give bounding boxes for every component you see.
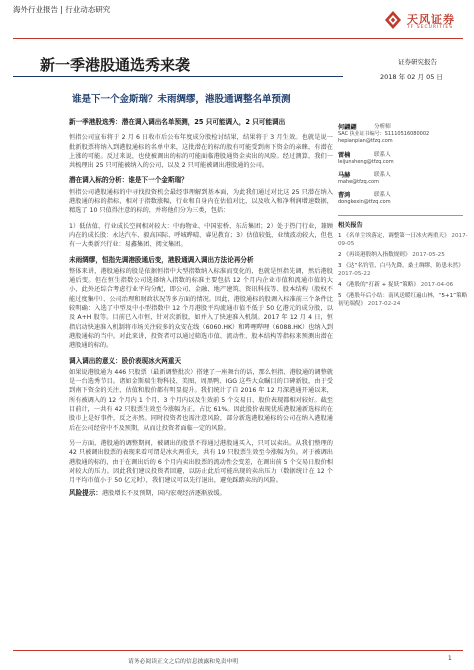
- section-heading: 潜在调入标的分析：谁是下一个金斯瑞？: [69, 176, 188, 185]
- logo-subtext: TF SECURITIES: [407, 25, 454, 30]
- analyst-role: 联系人: [374, 152, 391, 158]
- analyst-cert: SAC 执业证书编号：S1110516080002: [338, 131, 430, 137]
- body-paragraph: 恒指公司宣布将于 2 月 6 日收市后公布年度成分股检讨结果，结果将于 3 月生效。也就是说一批新股票将纳入到港股通标的名单中来，这批潜在的标的股有可能受到南下资金的亲睐，有潜在上涨的可能。反过来说，也使被调出的标的可能面临港股通资金卖出的风险。经过测算，我们一共梳理出 25 只可能被纳入的公司，以及 2 只可能被调出港股通的公司。: [69, 134, 333, 170]
- risk-label: 风险提示：: [69, 489, 102, 498]
- related-title: 相关报告: [338, 222, 363, 229]
- analyst-entry: [338, 150, 468, 166]
- body-paragraph: 另一方面，港股通的调整期间，被调出的股票不得通过港股通买入，只可以卖出。从我们整理的 42 只被调出股票的表现来看可谓是冰火两重天，共有 19 只股票生效至今涨幅为负。对于被调出港股通的标的，由于在调出后的 6 个月内卖出股票的流动性会变差，在调出前 5 个交易日股价相对较大的压力。因此我们建议投资者回避，以防止此后可能出现的卖出压力（数据统计在 12 个月平均市值小于 50 亿元时），我们建议可以先行退出，避免踩踏卖出的风险。: [69, 439, 333, 485]
- analyst-entry: [338, 122, 468, 144]
- analyst-entry: [338, 190, 468, 206]
- risk-warning: [69, 489, 333, 498]
- analyst-name: 曹鸿: [338, 192, 351, 199]
- section-heading: 调入调出的意义：股价表现冰火两重天: [69, 356, 182, 365]
- analyst-name: 雷楠: [338, 152, 351, 159]
- related-item-date: 2017-04-06: [420, 282, 454, 288]
- disclaimer-footer: 请务必阅读正文之后的信息披露和免责申明: [128, 659, 239, 665]
- related-item-title: 1 《名单尘埃落定，调整第一日冰火两重天》: [338, 233, 450, 239]
- logo-mark-icon: [383, 10, 403, 30]
- analyst-email[interactable]: hepianpian@tfzq.com: [338, 137, 393, 144]
- company-logo: [383, 10, 463, 36]
- related-item[interactable]: [338, 232, 468, 248]
- related-item-date: 2017-05-22: [338, 271, 371, 277]
- related-item-title: 3 《达“名钓管，白马先降，桑土绸缪，防患未然》: [338, 263, 464, 269]
- related-item[interactable]: [338, 251, 468, 259]
- section-heading: 未雨绸缪，恒指先调港股通后变，港股通调入调出方法论再分析: [69, 255, 254, 264]
- body-paragraph: 整体来讲，港股通标的股是依据恒指中大型指数纳入标准而变化的，也就是恒指先调，然后港股通后变。但在恒生指数公司选择纳入指数的标准主要包括 12 个月内企业市值和流通市值的大小，此外还综合考虑行业平均分配，即公司、金融、地产建筑、资讯科技等、股本结构（股权不能过度集中）、公司治理和财政状况等多方面的情况。因此，港股通标的股调入标准前三个条件比较明确：入选了中型及中小型指数中 12 个月港股平均流通市值不低于 50 亿港元的成分股，以及 A+H 股等。目前已入市恒，针对次新股，如并入了快速准入机制。2017 年 12 月 4 日，恒指启动快速准入机制将市场关注较多的众安在线（6060.HK）和哔哩哔哩（6088.HK）也纳入到港股通标的当中。对此来讲，投资者可以通过筛选市值、流动性、股本结构等指标来预测出潜在港股通的标的。: [69, 267, 333, 350]
- related-item-date: 2017-09-05: [338, 233, 468, 247]
- report-subtitle: 谁是下一个金斯瑞？未雨绸缪，港股通调整名单预测: [72, 94, 291, 105]
- analyst-email[interactable]: leijunsheng@tfzq.com: [338, 159, 394, 165]
- page-number: 1: [448, 656, 452, 662]
- report-body: [69, 118, 333, 499]
- risk-text: 港股增长不及预期，国内宏观经济逐渐放缓。: [101, 490, 226, 498]
- analyst-name: 马赫: [338, 172, 351, 179]
- logo-text: 天风证券: [407, 13, 455, 26]
- related-item-date: 2017-02-24: [367, 301, 401, 307]
- related-item[interactable]: [338, 262, 468, 278]
- report-category: 海外行业报告 | 行业动态研究: [13, 5, 111, 14]
- related-item[interactable]: [338, 292, 468, 308]
- analyst-entry: [338, 170, 468, 186]
- related-item[interactable]: [338, 281, 468, 289]
- report-type: 证券研究报告: [398, 58, 437, 66]
- body-paragraph: 1）低估值、行业成长空间相对较大：中海物业、中国宏桥、东岳集团；2）处于热门行业，兼顾内在的成长股：永达汽车、毅高国际、呼城晔晴、睿见教育；3）估值较低，业绩波动较大，但也有一大类新兴行业：易鑫集团、阅文集团。: [69, 222, 333, 249]
- related-item-title: 4 《港股的“打新 + 捉妖”策略》: [338, 282, 419, 288]
- analyst-role: 联系人: [374, 192, 391, 198]
- sidebar-rule: [338, 215, 463, 216]
- title-rule: [13, 76, 343, 77]
- analyst-email[interactable]: mahe@tfzq.com: [338, 179, 379, 185]
- related-item-date: 2017-05-25: [412, 252, 445, 258]
- related-item-title: 5 《港股年后小结：南风送暖红遍山林，“5+1”策略初见端倪》: [338, 293, 468, 307]
- analyst-role: 分析师: [374, 124, 391, 130]
- body-paragraph: 如果说港股通为 446 只股票（最新调整批次）搭建了一座舞台的话，那么恒指、港股通的调整就是一台选秀节目。诸如金斯瑞生物科技、美图、周黑鸭、IGG 这些大众瞩目的口碑新股，由于受到南下资金的关注，估值和股价都有明显提升。我们统计了自 2016 年 12 月深港通开通以来，所有被调入的 12 个月内 1 个月、3 个月内以及生效前 5 个交易日，股价表现都相对较好。截至目前计，一共有 42 只股票生效至今涨幅为正，占比 61%。因此股价表现优质港股通新选标的在股市上是好事件，反之亦然。同时投资者也需注意风险，部分新选港股通标的公司在纳入港股通后在公司经营中不及预期，从而让投资者面临一定的风险。: [69, 368, 333, 432]
- body-paragraph: 恒指公司港股通标的中寻找投资机会最经事理解到基本面，为此我们通过对比这 25 只潜在纳入港股通的标的指标，相对于指数涨幅，行业和自身内在估值对比，以及收入和净利润增速数据，精选了 10 只值得注意的标的，并将他们分为三类，包括：: [69, 188, 333, 215]
- header-rule: [13, 38, 463, 39]
- report-title: 新一季港股通选秀来袭: [40, 56, 191, 74]
- footer-rule: [13, 650, 463, 651]
- analyst-name: 何翩翩: [338, 124, 357, 131]
- related-reports: [338, 220, 468, 311]
- analyst-role: 联系人: [374, 172, 391, 178]
- summary-headline: 新一季港股选秀：潜在调入调出名单预测，25 只可能调入，2 只可能调出: [69, 118, 286, 126]
- report-date: 2018 年 02 月 05 日: [380, 73, 443, 81]
- related-item-title: 2 《再谈港股纳入指数规则》: [338, 252, 411, 258]
- analyst-email[interactable]: dongkexin@tfzq.com: [338, 199, 391, 205]
